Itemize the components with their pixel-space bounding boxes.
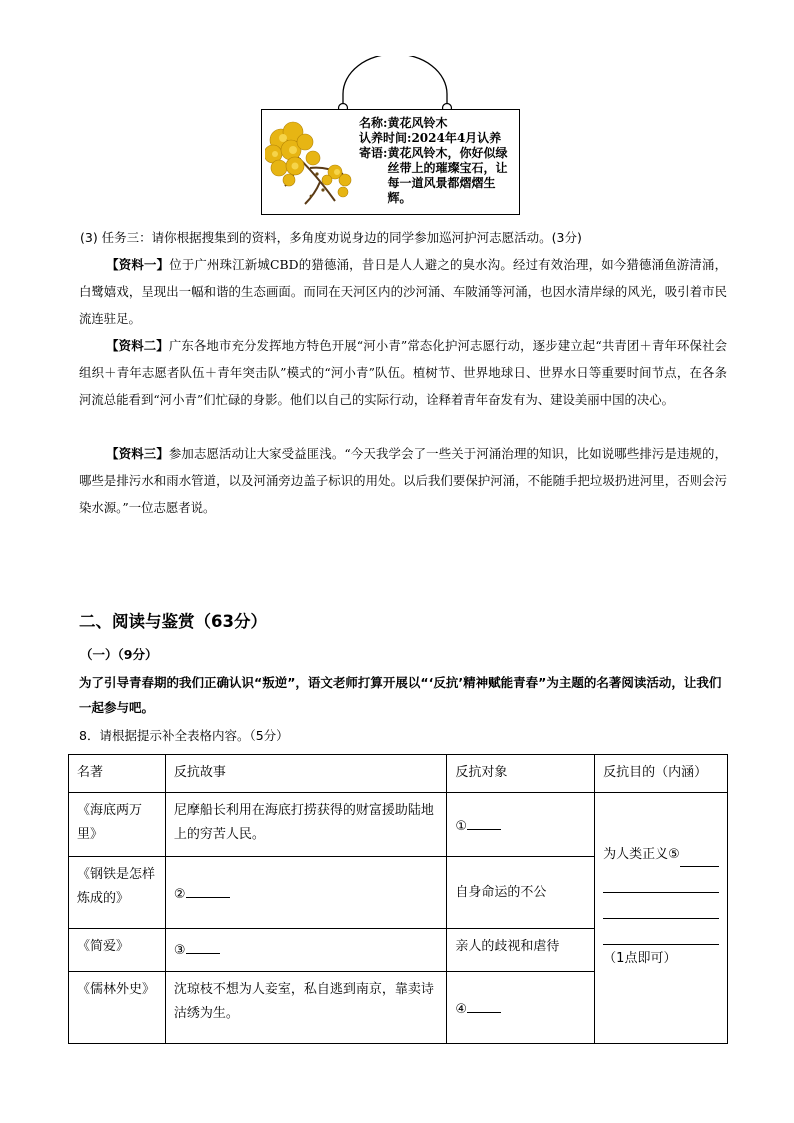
task3-question: (3) 任务三：请你根据搜集到的资料，多角度劝说身边的同学参加巡河护河志愿活动。(3分) xyxy=(80,230,582,245)
cell-story: 沈琼枝不想为人妾室，私自逃到南京，靠卖诗沽绣为生。 xyxy=(165,972,447,1044)
subsection-title: （一）（9分） xyxy=(80,647,158,662)
header-purpose: 反抗目的（内涵） xyxy=(595,755,728,793)
tag-adopt-row xyxy=(359,131,519,146)
cell-book: 《海底两万里》 xyxy=(69,793,166,857)
cell-book: 《简爱》 xyxy=(69,929,166,972)
tag-message-label: 寄语: xyxy=(359,146,388,160)
reading-table xyxy=(68,754,728,1044)
tag-string xyxy=(330,56,460,116)
table-row xyxy=(69,793,728,857)
header-story: 反抗故事 xyxy=(165,755,447,793)
blank-marker: ① xyxy=(455,818,468,834)
table-header-row xyxy=(69,755,728,793)
tag-name-value: 黄花风铃木 xyxy=(387,116,448,130)
cell-story xyxy=(165,929,447,972)
cell-story: 尼摩船长利用在海底打捞获得的财富援助陆地上的穷苦人民。 xyxy=(165,793,447,857)
header-book: 名著 xyxy=(69,755,166,793)
cell-target xyxy=(447,972,595,1044)
cell-book: 《钢铁是怎样炼成的》 xyxy=(69,857,166,929)
material-2-text: 广东各地市充分发挥地方特色开展“河小青”常态化护河志愿行动，逐步建立起“共青团＋青年环保社会组织＋青年志愿者队伍＋青年突击队”模式的“河小青”队伍。植树节、世界地球日、世界水日等重要时间节点，在各条河流总能看到“河小青”们忙碌的身影。他们以自己的实际行动，诠释着青年奋发有为、建设美丽中国的决心。 xyxy=(79,338,727,407)
answer-line[interactable] xyxy=(603,893,719,919)
answer-blank[interactable] xyxy=(680,848,719,867)
purpose-prefix: 为人类正义⑤ xyxy=(603,847,680,862)
blank-marker: ② xyxy=(173,886,186,902)
blank-marker: ③ xyxy=(173,943,186,958)
cell-target: 亲人的歧视和虐待 xyxy=(447,929,595,972)
material-3-label: 【资料三】 xyxy=(106,446,169,461)
tag-message-value: 黄花风铃木，你好似绿丝带上的璀璨宝石，让每一道风景都熠熠生辉。 xyxy=(387,146,508,205)
material-3-text: 参加志愿活动让大家受益匪浅。“今天我学会了一些关于河涌治理的知识，比如说哪些排污是违规的，哪些是排污水和雨水管道，以及河涌旁边盖子标识的用处。以后我们要保护河涌，不能随手把垃圾扔进河里，否则会污染水源。”一位志愿者说。 xyxy=(79,446,727,515)
section-intro: 为了引导青春期的我们正确认识“叛逆”，语文老师打算开展以“‘反抗’精神赋能青春”为主题的名著阅读活动，让我们一起参与吧。 xyxy=(79,675,722,715)
cell-book: 《儒林外史》 xyxy=(69,972,166,1044)
blank-marker: ④ xyxy=(455,1001,468,1017)
material-2-label: 【资料二】 xyxy=(106,338,169,353)
tag-name-row xyxy=(359,116,519,131)
header-target: 反抗对象 xyxy=(447,755,595,793)
material-1-label: 【资料一】 xyxy=(106,257,170,272)
cell-purpose xyxy=(595,793,728,1044)
tag-name-label: 名称: xyxy=(359,116,388,130)
answer-blank[interactable] xyxy=(186,935,220,954)
cell-story xyxy=(165,857,447,929)
tag-adopt-value: 2024年4月认养 xyxy=(411,131,502,145)
answer-blank[interactable] xyxy=(186,879,230,898)
adoption-tag-card xyxy=(261,109,520,215)
material-3 xyxy=(79,440,727,521)
material-1 xyxy=(79,251,727,332)
answer-blank[interactable] xyxy=(467,811,501,830)
section-title: 二、阅读与鉴赏（63分） xyxy=(79,612,267,631)
question-8: 8．请根据提示补全表格内容。（5分） xyxy=(79,728,289,743)
tag-message-row xyxy=(359,146,519,206)
cell-target: 自身命运的不公 xyxy=(447,857,595,929)
answer-blank[interactable] xyxy=(467,994,501,1013)
cell-target xyxy=(447,793,595,857)
tag-adopt-label: 认养时间: xyxy=(359,131,412,145)
answer-line[interactable] xyxy=(603,919,719,945)
material-2 xyxy=(79,332,727,413)
purpose-note: （1点即可） xyxy=(603,951,677,966)
answer-line[interactable] xyxy=(603,867,719,893)
yellow-flower-image xyxy=(265,116,357,210)
material-1-text: 位于广州珠江新城CBD的猎德涌，昔日是人人避之的臭水沟。经过有效治理，如今猎德涌鱼游清涌，白鹭嬉戏，呈现出一幅和谐的生态画面。而同在天河区内的沙河涌、车陂涌等河涌，也因水清岸绿的风光，吸引着市民流连驻足。 xyxy=(79,257,727,326)
